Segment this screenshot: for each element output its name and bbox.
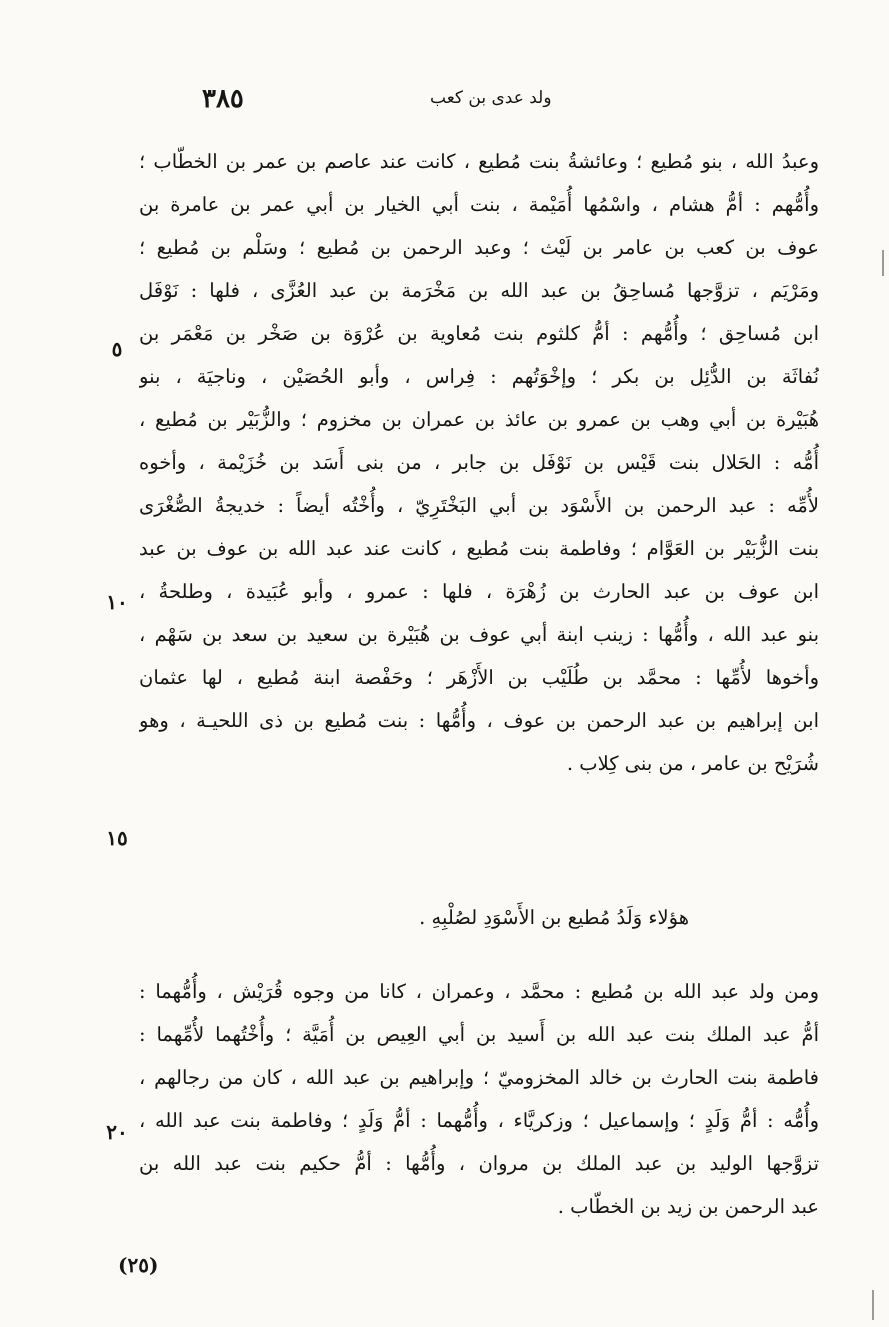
text-line: أُمُّه : الحَلال بنت قَيْس بن نَوْفَل بن جابر ، من بنى أَسَد بن خُزَيْمة ، وأخوه: [139, 451, 819, 474]
text-line: ابن إبراهيم بن عبد الرحمن بن عوف ، وأُمُّها : بنت مُطيع بن ذى اللحيـة ، وهو: [139, 709, 819, 732]
text-line: أمُّ عبد الملك بنت عبد الله بن أَسيد بن أبي العِيص بن أُمَيَّة ؛ وأُخْتُهما لأُمِّهما :: [139, 1023, 819, 1046]
page-edge-mark: [872, 1290, 874, 1320]
text-line: وأُمُّهم : أمُّ هشام ، واسْمُها أُمَيْمة ، بنت أبي الخيار بن أبي عمر بن عامرة بن: [139, 193, 819, 216]
text-line: عوف بن كعب بن عامر بن لَيْث ؛ وعبد الرحمن بن مُطيع ؛ وسَلْم بن مُطيع ؛: [139, 236, 819, 259]
text-line: فاطمة بنت الحارث بن خالد المخزوميّ ؛ وإبراهيم بن عبد الله ، كان من رجالهم ،: [139, 1066, 819, 1089]
running-title: ولد عدى بن كعب: [430, 88, 552, 108]
text-line: وأخوها لأُمِّها : محمَّد بن طُلَيْب بن الأَزْهَر ؛ وحَفْصة ابنة مُطيع ، لها عثمان: [139, 666, 819, 689]
text-line: بنو عبد الله ، وأُمُّها : زينب ابنة أبي عوف بن هُبَيْرة بن سعيد بن سعد بن سَهْم ،: [139, 623, 819, 646]
page-edge-mark: [882, 250, 884, 276]
summary-line: هؤلاء وَلَدُ مُطيع بن الأَسْوَدِ لصُلْبِهِ .: [419, 906, 689, 929]
line-number-20: ٢٠: [106, 1120, 128, 1144]
text-line: تزوَّجها الوليد بن عبد الملك بن مروان ، وأُمُّها : أمُّ حكيم بنت عبد الله بن: [139, 1152, 819, 1175]
signature-mark: (٢٥): [118, 1253, 159, 1277]
line-number-5: ٥: [111, 337, 123, 361]
page-number: ٣٨٥: [202, 84, 244, 114]
text-line: وأُمُّه : أمُّ وَلَدٍ ؛ وإسماعيل ؛ وزكريَّاء ، وأُمُّهما : أمُّ وَلَدٍ ؛ وفاطمة بنت عبد الله ،: [139, 1109, 819, 1132]
text-line: لأُمِّه : عبد الرحمن بن الأَسْوَد بن أبي البَخْتَرِيّ ، وأُخْتُه أيضاً : خديجةُ الصُّغْرَى: [139, 494, 819, 517]
text-line: شُرَيْح بن عامر ، من بنى كِلاب .: [566, 752, 819, 775]
page-header: [160, 84, 830, 118]
main-paragraph: [139, 140, 819, 785]
text-line: ابن مُساحِق ؛ وأُمُّهم : أمُّ كلثوم بنت مُعاوية بن عُرْوَة بن صَخْر بن مَعْمَر بن: [139, 322, 819, 345]
text-line: ابن عوف بن عبد الحارث بن زُهْرَة ، فلها : عمرو ، وأبو عُبَيدة ، وطلحةُ ،: [139, 580, 819, 603]
line-number-15: ١٥: [106, 826, 128, 850]
text-line: بنت الزُّبَيْر بن العَوَّام ؛ وفاطمة بنت مُطيع ، كانت عند عبد الله بن عوف بن عبد: [139, 537, 819, 560]
text-line: ومَرْيَم ، تزوَّجها مُساحِقُ بن عبد الله بن مَخْرَمة بن عبد العُزَّى ، فلها : نَوْفَل: [139, 279, 819, 302]
text-line: ومن ولد عبد الله بن مُطيع : محمَّد ، وعمران ، كانا من وجوه قُرَيْش ، وأُمُّهما :: [139, 980, 819, 1003]
text-line: عبد الرحمن بن زيد بن الخطّاب .: [557, 1195, 819, 1218]
text-line: نُفاثَة بن الدُّئِل بن بكر ؛ وإخْوَتُهم : فِراس ، وأبو الحُصَيْن ، وناجيَة ، بنو: [139, 365, 819, 388]
second-paragraph: [139, 970, 819, 1228]
text-line: وعبدُ الله ، بنو مُطيع ؛ وعائشةُ بنت مُطيع ، كانت عند عاصم بن عمر بن الخطّاب ؛: [139, 150, 819, 173]
text-line: هُبَيْرة بن أبي وهب بن عمرو بن عائذ بن عمران بن مخزوم ؛ والزُّبَيْر بن مُطيع ،: [139, 408, 819, 431]
line-number-10: ١٠: [106, 590, 128, 614]
